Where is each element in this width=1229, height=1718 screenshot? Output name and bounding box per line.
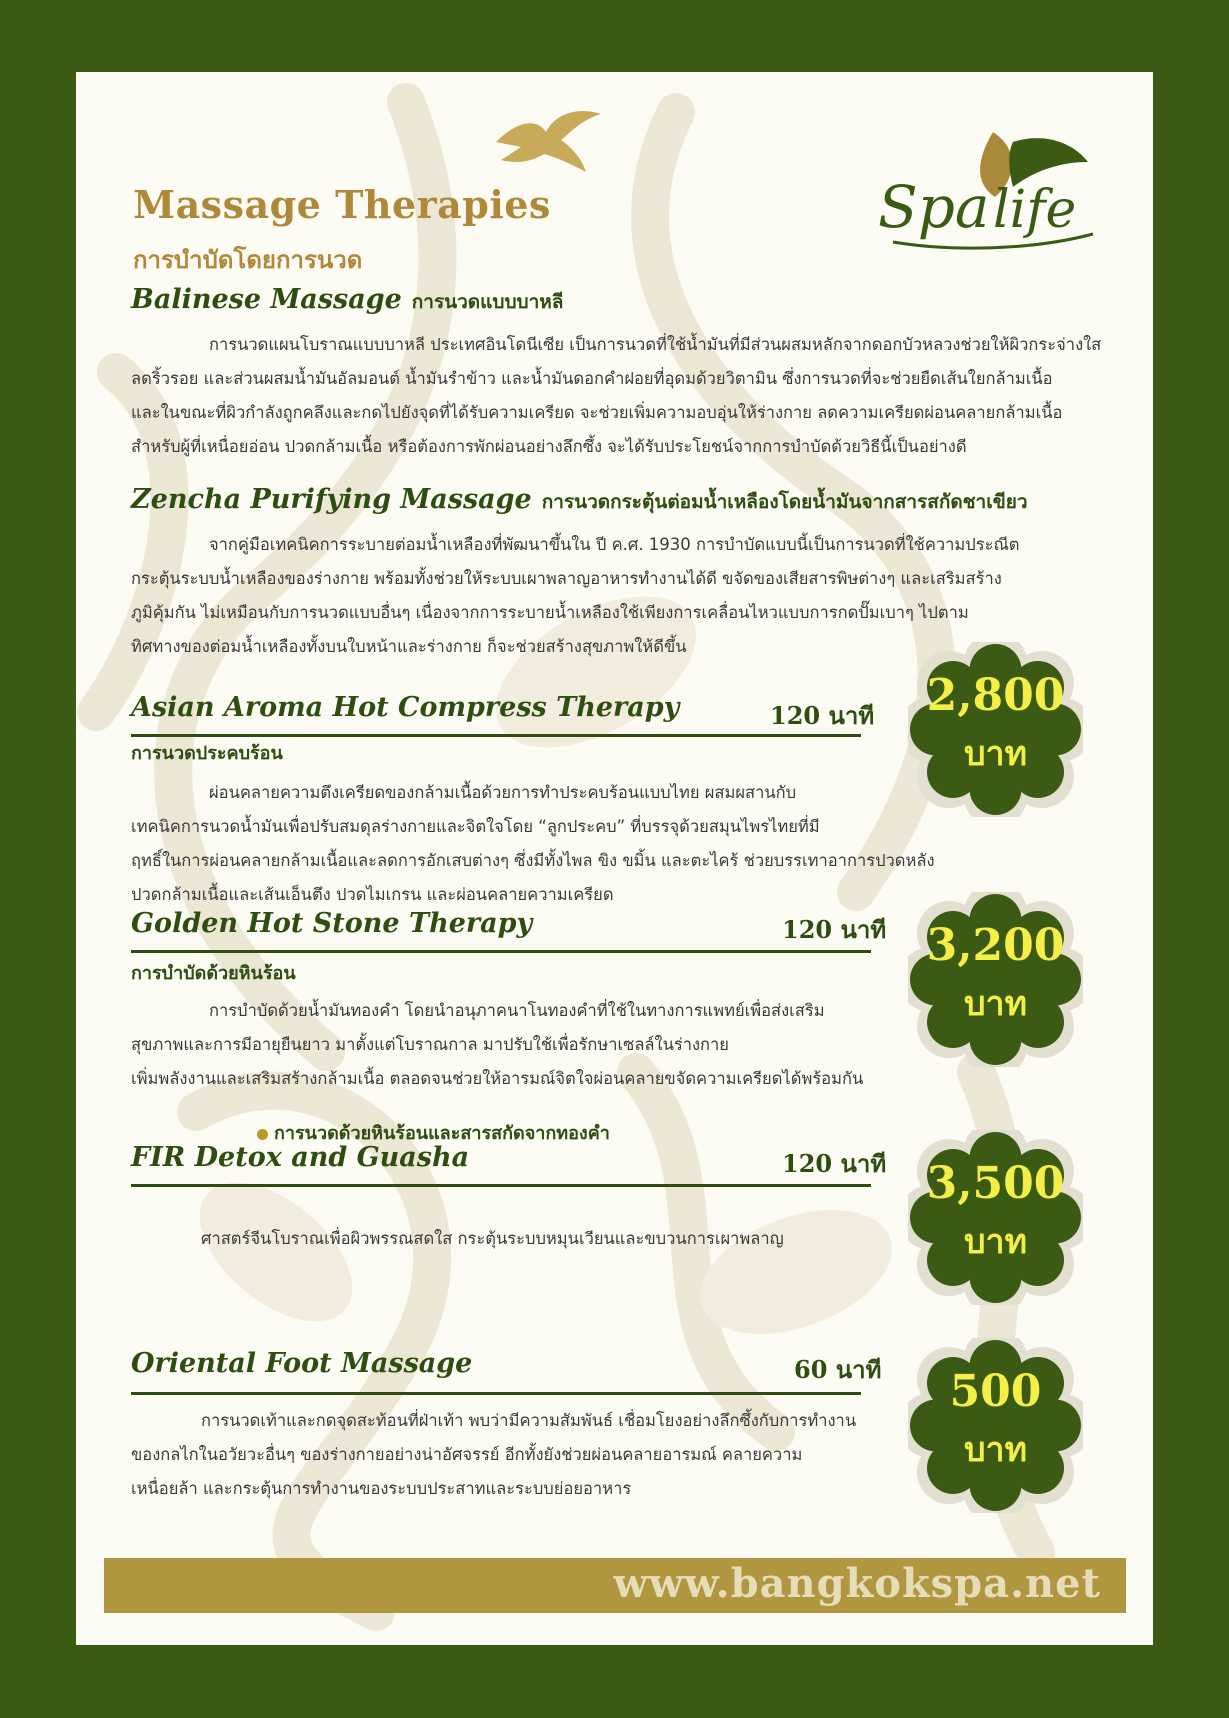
section-subtitle-asian-aroma: การนวดประคบร้อน	[131, 743, 283, 764]
price-badge-oriental-foot	[908, 1338, 1083, 1513]
price-badge-asian-aroma	[908, 642, 1083, 817]
section-title-golden-hot-stone: Golden Hot Stone Therapy	[131, 908, 533, 939]
section-divider	[131, 950, 871, 953]
section-body-golden-hot-stone: การบำบัดด้วยน้ำมันทองคำ โดยนำอนุภาคนาโนทองคำที่ใช้ในทางการแพทย์เพื่อส่งเสริม สุขภาพและการมีอายุยืนยาว มาตั้งแต่โบราณกาล มาปรับใช้เพื่อรักษาเซลล์ในร่างกาย เพิ่มพลังงานและเสริมสร้างกล้ามเนื้อ ตลอดจนช่วยให้อารมณ์จิตใจผ่อนคลายขจัดความเครียดได้พร้อมกัน	[131, 1001, 864, 1088]
section-body-zencha: จากคู่มือเทคนิคการระบายต่อมน้ำเหลืองที่พัฒนาขึ้นใน ปี ค.ศ. 1930 การบำบัดแบบนี้เป็นการนวดที่ใช้ความประณีต กระตุ้นระบบน้ำเหลืองของร่างกาย พร้อมทั้งช่วยให้ระบบเผาพลาญอาหารทำงานได้ดี ขจัดของเสียสารพิษต่างๆ และเสริมสร้าง ภูมิคุ้มกัน ไม่เหมือนกับการนวดแบบอื่นๆ เนื่องจากการระบายน้ำเหลืองใช้เพียงการเคลื่อนไหวแบบการกดปั๊มเบาๆ ไปตาม ทิศทางของต่อมน้ำเหลืองทั้งบนใบหน้าและร่างกาย ก็จะช่วยสร้างสุขภาพให้ดีขึ้น	[131, 535, 1020, 656]
duration-oriental-foot: 60 นาที	[794, 1355, 882, 1384]
section-divider	[131, 1184, 871, 1187]
price-unit: บาท	[963, 1430, 1028, 1470]
price-amount: 2,800	[926, 670, 1065, 721]
page-title: Massage Therapies	[133, 182, 551, 227]
section-body-balinese: การนวดแผนโบราณแบบบาหลี ประเทศอินโดนีเซีย เป็นการนวดที่ใช้น้ำมันที่มีส่วนผสมหลักจากดอกบัวหลวงช่วยให้ผิวกระจ่างใส ลดริ้วรอย และส่วนผสมน้ำมันอัลมอนต์ น้ำมันรำข้าว และน้ำมันดอกคำฝอยที่อุดมด้วยวิตามิน ซึ่งการนวดที่จะช่วยยืดเส้นใยกล้ามเนื้อ และในขณะที่ผิวกำลังถูกคลึงและกดไปยังจุดที่ได้รับความเครียด จะช่วยเพิ่มความอบอุ่นให้ร่างกาย ลดความเครียดผ่อนคลายกล้ามเนื้อ สำหรับผู้ที่เหนื่อยอ่อน ปวดกล้ามเนื้อ หรือต้องการพักผ่อนอย่างลึกซึ้ง จะได้รับประโยชน์จากการบำบัดด้วยวิธีนี้เป็นอย่างดี	[131, 335, 1102, 456]
price-amount: 500	[949, 1366, 1042, 1417]
section-body-asian-aroma: ผ่อนคลายความตึงเครียดของกล้ามเนื้อด้วยการทำประคบร้อนแบบไทย ผสมผสานกับ เทคนิคการนวดน้ำมันเพื่อปรับสมดุลร่างกายและจิตใจโดย “ลูกประคบ” ที่บรรจุด้วยสมุนไพรไทยที่มี ฤทธิ์ในการผ่อนคลายกล้ามเนื้อและลดการอักเสบต่างๆ ซึ่งมีทั้งไพล ขิง ขมิ้น และตะไคร้ ช่วยบรรเทาอาการปวดหลัง ปวดกล้ามเนื้อและเส้นเอ็นตึง ปวดไมเกรน และผ่อนคลายความเครียด	[131, 783, 935, 904]
duration-asian-aroma: 120 นาที	[770, 701, 875, 730]
section-title-zencha: Zencha Purifying Massage การนวดกระตุ้นต่อมน้ำเหลืองโดยน้ำมันจากสารสกัดชาเขียว	[131, 484, 1028, 515]
svg-text:Spa: Spa	[878, 173, 990, 241]
price-amount: 3,200	[926, 920, 1065, 971]
duration-golden-hot-stone: 120 นาที	[782, 915, 887, 944]
section-body-fir-detox: ศาสตร์จีนโบราณเพื่อผิวพรรณสดใส กระตุ้นระบบหมุนเวียนและขบวนการเผาพลาญ	[201, 1229, 784, 1248]
footer-bar	[104, 1558, 1126, 1613]
section-body-oriental-foot: การนวดเท้าและกดจุดสะท้อนที่ฝ่าเท้า พบว่ามีความสัมพันธ์ เชื่อมโยงอย่างลึกซึ้งกับการทำงาน ของกลไกในอวัยวะอื่นๆ ของร่างกายอย่างน่าอัศจรรย์ อีกทั้งยังช่วยผ่อนคลายอารมณ์ คลายความ เหนื่อยล้า และกระตุ้นการทำงานของระบบประสาทและระบบย่อยอาหาร	[131, 1411, 857, 1498]
price-unit: บาท	[963, 1222, 1028, 1262]
page-subtitle: การบำบัดโดยการนวด	[133, 246, 363, 274]
section-title-balinese: Balinese Massage การนวดแบบบาหลี	[131, 284, 564, 315]
menu-page	[76, 72, 1153, 1645]
section-title-oriental-foot: Oriental Foot Massage	[131, 1348, 473, 1379]
price-amount: 3,500	[926, 1158, 1065, 1209]
svg-text:life: life	[993, 180, 1077, 240]
section-divider	[131, 734, 861, 737]
section-title-asian-aroma: Asian Aroma Hot Compress Therapy	[131, 692, 680, 723]
duration-fir-detox: 120 นาที	[782, 1149, 887, 1178]
section-subtitle-golden-hot-stone: การบำบัดด้วยหินร้อน	[131, 963, 296, 984]
price-unit: บาท	[963, 984, 1028, 1024]
section-divider	[131, 1392, 861, 1395]
price-badge-golden-hot-stone	[908, 892, 1083, 1067]
section-title-fir-detox: FIR Detox and Guasha	[131, 1142, 470, 1173]
feature-bullet: การนวดด้วยหินร้อนและสารสกัดจากทองคำ	[257, 1118, 610, 1147]
bullet-dot-icon	[257, 1129, 268, 1140]
price-unit: บาท	[963, 734, 1028, 774]
website-link[interactable]: www.bangkokspa.net	[613, 1560, 1101, 1607]
spa-life-logo	[873, 102, 1103, 252]
bird-ornament-icon	[486, 102, 606, 182]
price-badge-fir-detox	[908, 1130, 1083, 1305]
